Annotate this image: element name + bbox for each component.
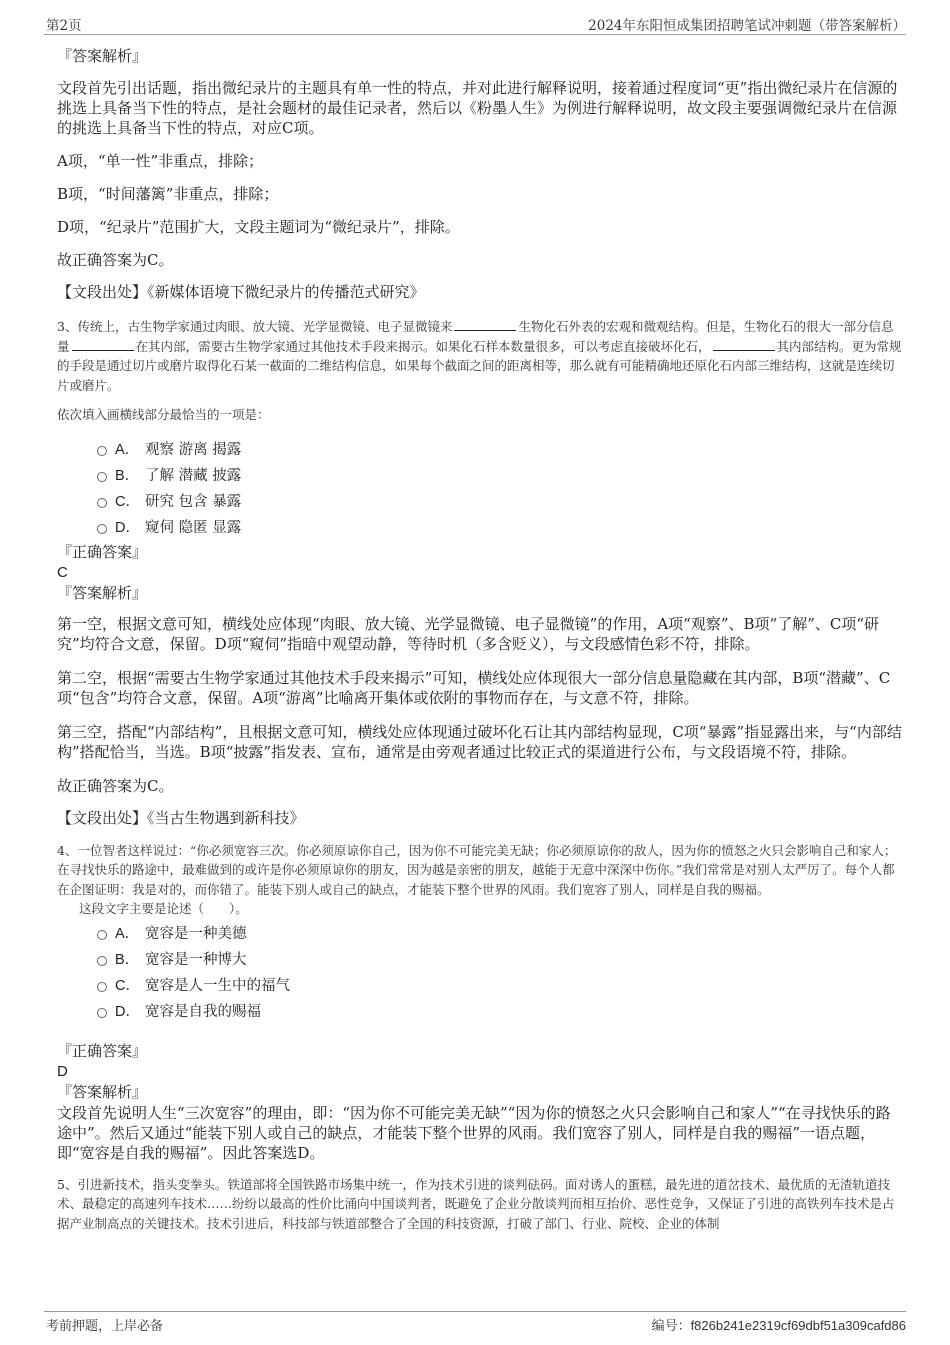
q2-source: 【文段出处】《新媒体语境下微纪录片的传播范式研究》 <box>57 283 425 301</box>
q2-conclusion: 故正确答案为C。 <box>57 251 174 269</box>
q4-option-c[interactable]: C． 宽容是人一生中的福气 <box>57 973 902 999</box>
q4-prompt: 这段文字主要是论述（ ）。 <box>79 901 248 916</box>
radio-icon[interactable] <box>97 930 107 940</box>
document-serial: 编号：f826b241e2319cf69dbf51a309cafd86 <box>651 1318 906 1333</box>
q4-options <box>57 921 902 1025</box>
radio-icon[interactable] <box>97 498 107 508</box>
q4-analysis-label: 『答案解析』 <box>57 1082 148 1101</box>
radio-icon[interactable] <box>97 446 107 456</box>
q3-answer-label: 『正确答案』 <box>57 542 148 561</box>
q3-options <box>57 437 902 541</box>
radio-icon[interactable] <box>97 472 107 482</box>
page-content <box>57 46 902 1233</box>
q3-prompt: 依次填入画横线部分最恰当的一项是： <box>57 407 270 422</box>
document-title: 2024年东阳恒成集团招聘笔试冲刺题（带答案解析） <box>588 18 906 34</box>
page-number: 第2页 <box>46 18 82 34</box>
footer-slogan: 考前押题，上岸必备 <box>46 1319 164 1334</box>
header-divider <box>44 34 906 35</box>
radio-icon[interactable] <box>97 1008 107 1018</box>
q4-option-a[interactable]: A． 宽容是一种美德 <box>57 921 902 947</box>
q3-answer: C <box>57 563 68 581</box>
q3-option-c[interactable]: C． 研究 包含 暴露 <box>57 489 902 515</box>
q4-answer-label: 『正确答案』 <box>57 1041 148 1060</box>
q4-analysis: 文段首先说明人生“三次宽容”的理由，即：“因为你不可能完美无缺”“因为你的愤怒之火只会影响自己和家人”“在寻找快乐的路途中”。然后又通过“能装下别人或自己的缺点，才能装下整个世界的风雨。我们宽容了别人，同样是自我的赐福”一语点题，即“宽容是自我的赐福”。因此答案选D。 <box>57 1103 891 1162</box>
q2-analysis-option-a: A项，“单一性”非重点，排除； <box>57 152 264 170</box>
fill-blank-1 <box>454 318 516 331</box>
fill-blank-3 <box>713 338 775 351</box>
q4-option-b[interactable]: B． 宽容是一种博大 <box>57 947 902 973</box>
q4-answer: D <box>57 1062 68 1080</box>
q2-analysis-label: 『答案解析』 <box>57 47 148 65</box>
q3-analysis-blank1: 第一空，根据文意可知，横线处应体现“肉眼、放大镜、光学显微镜、电子显微镜”的作用，A项“观察”、B项“了解”、C项“研究”均符合文意，保留。D项“窥伺”指暗中观望动静，等待时机（多含贬义），与文段感情色彩不符，排除。 <box>57 614 880 653</box>
q2-analysis-option-d: D项，“纪录片”范围扩大，文段主题词为“微纪录片”，排除。 <box>57 218 460 236</box>
q3-analysis-blank3: 第三空，搭配“内部结构”，且根据文意可知，横线处应体现通过破坏化石让其内部结构显现，C项“暴露”指显露出来，与“内部结构”搭配恰当，当选。B项“披露”指发表、宣布，通常是由旁观者通过比较正式的渠道进行公布，与文段语境不符，排除。 <box>57 722 902 761</box>
footer-divider <box>44 1311 906 1312</box>
q2-analysis-paragraph: 文段首先引出话题，指出微纪录片的主题具有单一性的特点，并对此进行解释说明，接着通过程度词“更”指出微纪录片在信源的挑选上具备当下性的特点，是社会题材的最佳记录者，然后以《粉墨人生》为例进行解释说明，故文段主要强调微纪录片在信源的挑选上具备当下性的特点，对应C项。 <box>57 79 898 137</box>
q3-source: 【文段出处】《当古生物遇到新科技》 <box>57 808 305 827</box>
q3-analysis-label: 『答案解析』 <box>57 583 148 602</box>
q4-option-d[interactable]: D． 宽容是自我的赐福 <box>57 999 902 1025</box>
q3-option-d[interactable]: D． 窥伺 隐匿 显露 <box>57 515 902 541</box>
q2-analysis-option-b: B项，“时间藩篱”非重点，排除； <box>57 185 279 203</box>
q5-stem: 5、引进新技术，指头变拳头。铁道部将全国铁路市场集中统一，作为技术引进的谈判砝码。面对诱人的蛋糕，最先进的道岔技术、最优质的无渣轨道技术、最稳定的高速列车技术……纷纷以最高的性价比涌向中国谈判者，既避免了企业分散谈判而相互抬价、恶性竞争，又保证了引进的高铁列车技术是占据产业制高点的关键技术。技术引进后，科技部与铁道部整合了全国的科技资源，打破了部门、行业、院校、企业的体制 <box>57 1176 895 1231</box>
radio-icon[interactable] <box>97 982 107 992</box>
radio-icon[interactable] <box>97 956 107 966</box>
fill-blank-2 <box>72 338 134 351</box>
q3-analysis-blank2: 第二空，根据“需要古生物学家通过其他技术手段来揭示”可知，横线处应体现很大一部分信息量隐藏在其内部，B项“潜藏”、C项“包含”均符合文意，保留。A项“游离”比喻离开集体或依附的事物而存在，与文意不符，排除。 <box>57 668 891 707</box>
radio-icon[interactable] <box>97 524 107 534</box>
q3-stem: 3、传统上，古生物学家通过肉眼、放大镜、光学显微镜、电子显微镜来 生物化石外表的宏观和微观结构。但是，生物化石的很大一部分信息量 在其内部，需要古生物学家通过其他技术手段来揭示。如果化石样本数量很多，可以考虑直接破坏化石， 其内部结构。更为常规的手段是通过切片或磨片取得化石某一截面的二维结构信息，如果每个截面之间的距离相等，那么就有可能精确地还原化石内部三维结构，这就是连续切片或磨片。 <box>57 319 902 393</box>
q3-option-a[interactable]: A． 观察 游离 揭露 <box>57 437 902 463</box>
q4-stem: 4、一位智者这样说过：“你必须宽容三次。你必须原谅你自己，因为你不可能完美无缺；你必须原谅你的敌人，因为你的愤怒之火只会影响自己和家人；在寻找快乐的路途中，最难做到的或许是你必须原谅你的朋友，因为越是亲密的朋友，越能于无意中深深中伤你。”我们常常是对别人太严厉了。每个人都在企图证明：我是对的，而你错了。能装下别人或自己的缺点，才能装下整个世界的风雨。我们宽容了别人，同样是自我的赐福。 <box>57 842 897 897</box>
q3-conclusion: 故正确答案为C。 <box>57 776 174 795</box>
q3-option-b[interactable]: B． 了解 潜藏 披露 <box>57 463 902 489</box>
